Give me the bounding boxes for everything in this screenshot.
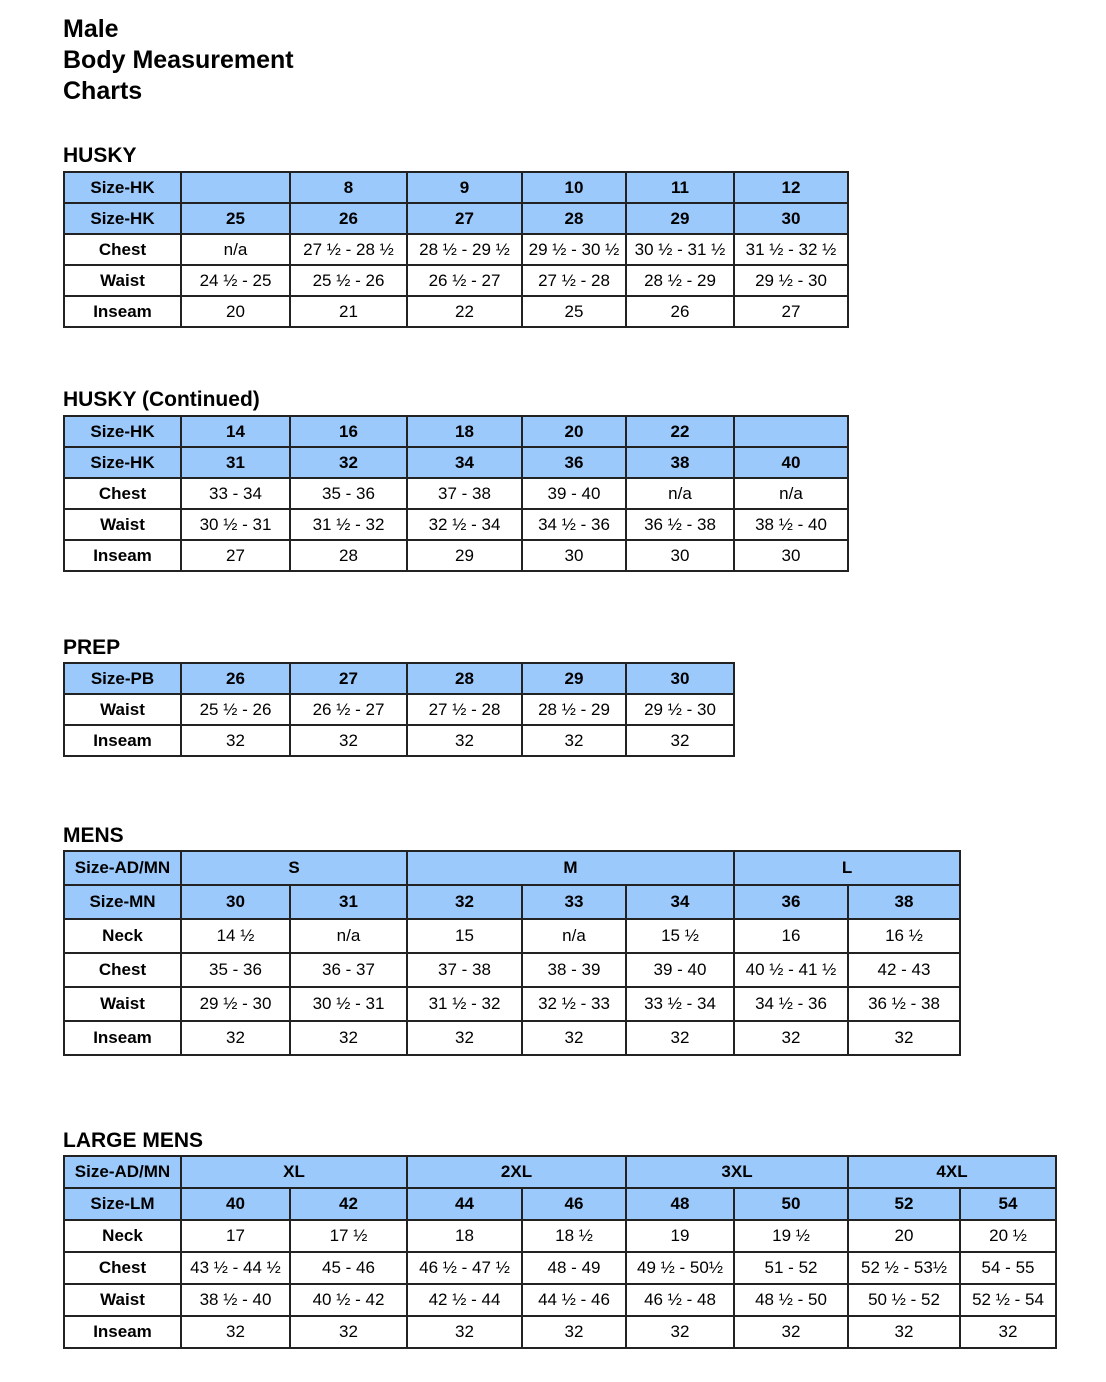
table-cell: 26: [181, 663, 290, 694]
table-row: [64, 509, 848, 540]
table-cell: 30 ½ - 31: [290, 987, 407, 1021]
table-cell: 12: [734, 172, 848, 203]
table-row: [64, 296, 848, 327]
table-cell: 28: [522, 203, 626, 234]
table-cell: 27: [290, 663, 407, 694]
table-cell: 25: [522, 296, 626, 327]
table-cell: 26 ½ - 27: [407, 265, 522, 296]
table-cell: 43 ½ - 44 ½: [181, 1252, 290, 1284]
table-cell: 16: [290, 416, 407, 447]
size-group-header: XL: [181, 1156, 407, 1188]
husky-section-title: HUSKY: [63, 144, 137, 167]
table-cell: 18: [407, 416, 522, 447]
row-header: Size-HK: [64, 172, 181, 203]
table-cell: 40: [181, 1188, 290, 1220]
row-header: Waist: [64, 694, 181, 725]
table-cell: 30: [626, 663, 734, 694]
table-cell: 39 - 40: [626, 953, 734, 987]
table-cell: 16 ½: [848, 919, 960, 953]
table-cell: 51 - 52: [734, 1252, 848, 1284]
table-row: [64, 851, 960, 885]
table-cell: 38: [626, 447, 734, 478]
table-cell: 54 - 55: [960, 1252, 1056, 1284]
table-cell: 32: [626, 1316, 734, 1348]
table-cell: 42: [290, 1188, 407, 1220]
row-header: Inseam: [64, 725, 181, 756]
row-header: Inseam: [64, 1316, 181, 1348]
row-header: Size-AD/MN: [64, 1156, 181, 1188]
table-cell: n/a: [181, 234, 290, 265]
table-row: [64, 203, 848, 234]
table-row: [64, 919, 960, 953]
husky-continued-section-title: HUSKY (Continued): [63, 388, 260, 411]
table-cell: 26: [626, 296, 734, 327]
table-cell: 25 ½ - 26: [290, 265, 407, 296]
table-cell: 27: [407, 203, 522, 234]
table-cell: 44: [407, 1188, 522, 1220]
row-header: Inseam: [64, 540, 181, 571]
table-cell: 27: [734, 296, 848, 327]
table-row: [64, 694, 734, 725]
table-cell: 36 ½ - 38: [626, 509, 734, 540]
table-cell: 37 - 38: [407, 478, 522, 509]
table-cell: 26 ½ - 27: [290, 694, 407, 725]
table-cell: n/a: [290, 919, 407, 953]
table-cell: 32: [290, 725, 407, 756]
row-header: Neck: [64, 919, 181, 953]
table-cell: 34 ½ - 36: [522, 509, 626, 540]
table-cell: 28 ½ - 29: [522, 694, 626, 725]
table-row: [64, 1188, 1056, 1220]
table-cell: 32: [407, 725, 522, 756]
table-cell: 50: [734, 1188, 848, 1220]
table-cell: 38: [848, 885, 960, 919]
row-header: Size-HK: [64, 416, 181, 447]
table-cell: 52 ½ - 54: [960, 1284, 1056, 1316]
row-header: Chest: [64, 234, 181, 265]
table-cell: 45 - 46: [290, 1252, 407, 1284]
table-cell: 46: [522, 1188, 626, 1220]
table-cell: 10: [522, 172, 626, 203]
husky-table: [63, 171, 849, 328]
table-cell: 25 ½ - 26: [181, 694, 290, 725]
row-header: Chest: [64, 478, 181, 509]
table-cell: 32: [848, 1021, 960, 1055]
table-cell: 28: [290, 540, 407, 571]
table-cell: 44 ½ - 46: [522, 1284, 626, 1316]
row-header: Size-PB: [64, 663, 181, 694]
table-cell: 29 ½ - 30 ½: [522, 234, 626, 265]
table-cell: 20 ½: [960, 1220, 1056, 1252]
row-header: Size-HK: [64, 203, 181, 234]
row-header: Size-MN: [64, 885, 181, 919]
table-cell: 27 ½ - 28: [522, 265, 626, 296]
table-cell: 25: [181, 203, 290, 234]
table-cell: 32: [181, 1021, 290, 1055]
table-cell: 48 ½ - 50: [734, 1284, 848, 1316]
table-cell: 36 ½ - 38: [848, 987, 960, 1021]
table-cell: 32: [407, 1021, 522, 1055]
table-cell: 36: [734, 885, 848, 919]
table-cell: 33 - 34: [181, 478, 290, 509]
table-cell: 30: [734, 203, 848, 234]
table-cell: 42 - 43: [848, 953, 960, 987]
table-cell: 24 ½ - 25: [181, 265, 290, 296]
table-cell: 32 ½ - 33: [522, 987, 626, 1021]
table-cell: 19 ½: [734, 1220, 848, 1252]
table-cell: 54: [960, 1188, 1056, 1220]
table-cell: 32: [522, 1316, 626, 1348]
table-cell: 22: [407, 296, 522, 327]
table-cell: 49 ½ - 50½: [626, 1252, 734, 1284]
row-header: Waist: [64, 509, 181, 540]
table-cell: 32: [407, 1316, 522, 1348]
size-group-header: S: [181, 851, 407, 885]
table-cell: 38 ½ - 40: [734, 509, 848, 540]
table-cell: 32: [960, 1316, 1056, 1348]
table-cell: 18: [407, 1220, 522, 1252]
table-cell: 32: [290, 447, 407, 478]
table-cell: 30 ½ - 31 ½: [626, 234, 734, 265]
table-cell: 22: [626, 416, 734, 447]
table-cell: 31: [181, 447, 290, 478]
table-cell: 29: [407, 540, 522, 571]
table-cell: 32: [734, 1021, 848, 1055]
table-row: [64, 987, 960, 1021]
row-header: Size-LM: [64, 1188, 181, 1220]
table-cell: n/a: [522, 919, 626, 953]
table-cell: 30: [522, 540, 626, 571]
table-cell: 48: [626, 1188, 734, 1220]
table-cell: 36: [522, 447, 626, 478]
page-title: [63, 14, 294, 107]
table-cell: 52 ½ - 53½: [848, 1252, 960, 1284]
size-group-header: 4XL: [848, 1156, 1056, 1188]
table-row: [64, 265, 848, 296]
table-row: [64, 1220, 1056, 1252]
size-group-header: L: [734, 851, 960, 885]
table-cell: 46 ½ - 48: [626, 1284, 734, 1316]
table-row: [64, 1156, 1056, 1188]
table-cell: 21: [290, 296, 407, 327]
table-cell: 32: [522, 725, 626, 756]
table-cell: 28: [407, 663, 522, 694]
table-cell: 28 ½ - 29: [626, 265, 734, 296]
large-mens-table: [63, 1155, 1057, 1349]
husky-continued-table: [63, 415, 849, 572]
table-row: [64, 1252, 1056, 1284]
row-header: Size-HK: [64, 447, 181, 478]
table-cell: 52: [848, 1188, 960, 1220]
table-cell: 20: [522, 416, 626, 447]
row-header: Chest: [64, 1252, 181, 1284]
table-cell: 9: [407, 172, 522, 203]
table-cell: 32: [181, 1316, 290, 1348]
table-cell: 38 ½ - 40: [181, 1284, 290, 1316]
table-cell: 26: [290, 203, 407, 234]
table-cell: 32: [626, 725, 734, 756]
table-row: [64, 172, 848, 203]
table-cell: n/a: [734, 478, 848, 509]
table-cell: 30 ½ - 31: [181, 509, 290, 540]
table-row: [64, 1284, 1056, 1316]
table-cell: 30: [626, 540, 734, 571]
table-cell: 46 ½ - 47 ½: [407, 1252, 522, 1284]
table-cell: 32: [181, 725, 290, 756]
table-cell: 32: [290, 1316, 407, 1348]
table-row: [64, 663, 734, 694]
table-cell: 27: [181, 540, 290, 571]
table-cell: 35 - 36: [181, 953, 290, 987]
size-group-header: M: [407, 851, 734, 885]
table-cell: 32: [626, 1021, 734, 1055]
size-group-header: 2XL: [407, 1156, 626, 1188]
mens-table: [63, 850, 961, 1056]
table-cell: 29: [522, 663, 626, 694]
table-cell: 36 - 37: [290, 953, 407, 987]
table-cell: 29 ½ - 30: [181, 987, 290, 1021]
page-title-line: Male: [63, 15, 119, 43]
table-cell: 40: [734, 447, 848, 478]
row-header: Waist: [64, 987, 181, 1021]
table-cell: 32: [734, 1316, 848, 1348]
table-cell: 17 ½: [290, 1220, 407, 1252]
table-cell: 37 - 38: [407, 953, 522, 987]
table-cell: 27 ½ - 28 ½: [290, 234, 407, 265]
table-row: [64, 478, 848, 509]
row-header: Neck: [64, 1220, 181, 1252]
table-row: [64, 447, 848, 478]
prep-table: [63, 662, 735, 757]
row-header: Size-AD/MN: [64, 851, 181, 885]
table-cell: 31 ½ - 32: [290, 509, 407, 540]
table-cell: 40 ½ - 42: [290, 1284, 407, 1316]
table-row: [64, 1021, 960, 1055]
table-cell: 40 ½ - 41 ½: [734, 953, 848, 987]
table-cell: 29 ½ - 30: [626, 694, 734, 725]
table-cell: [734, 416, 848, 447]
table-row: [64, 953, 960, 987]
table-cell: 30: [734, 540, 848, 571]
row-header: Waist: [64, 1284, 181, 1316]
table-cell: 14: [181, 416, 290, 447]
large-mens-section-title: LARGE MENS: [63, 1129, 204, 1152]
table-row: [64, 885, 960, 919]
table-cell: 29 ½ - 30: [734, 265, 848, 296]
table-cell: 31 ½ - 32: [407, 987, 522, 1021]
table-cell: 19: [626, 1220, 734, 1252]
table-cell: 20: [848, 1220, 960, 1252]
table-cell: 16: [734, 919, 848, 953]
table-row: [64, 540, 848, 571]
table-row: [64, 234, 848, 265]
table-cell: 28 ½ - 29 ½: [407, 234, 522, 265]
table-cell: 38 - 39: [522, 953, 626, 987]
table-cell: 20: [181, 296, 290, 327]
table-cell: 32: [407, 885, 522, 919]
table-cell: 33: [522, 885, 626, 919]
page-title-line: Charts: [63, 77, 143, 105]
table-row: [64, 416, 848, 447]
table-cell: 42 ½ - 44: [407, 1284, 522, 1316]
table-cell: 27 ½ - 28: [407, 694, 522, 725]
table-cell: 11: [626, 172, 734, 203]
row-header: Inseam: [64, 1021, 181, 1055]
table-cell: 15: [407, 919, 522, 953]
size-group-header: 3XL: [626, 1156, 848, 1188]
table-cell: 48 - 49: [522, 1252, 626, 1284]
page-title-line: Body Measurement: [63, 46, 294, 74]
table-cell: 50 ½ - 52: [848, 1284, 960, 1316]
row-header: Chest: [64, 953, 181, 987]
table-cell: [181, 172, 290, 203]
table-cell: 32 ½ - 34: [407, 509, 522, 540]
table-row: [64, 1316, 1056, 1348]
table-cell: 35 - 36: [290, 478, 407, 509]
table-cell: 32: [522, 1021, 626, 1055]
table-cell: 39 - 40: [522, 478, 626, 509]
table-cell: 18 ½: [522, 1220, 626, 1252]
table-cell: 31 ½ - 32 ½: [734, 234, 848, 265]
table-cell: 8: [290, 172, 407, 203]
table-cell: 34: [626, 885, 734, 919]
table-cell: 14 ½: [181, 919, 290, 953]
table-cell: 32: [290, 1021, 407, 1055]
table-cell: 34: [407, 447, 522, 478]
table-row: [64, 725, 734, 756]
table-cell: n/a: [626, 478, 734, 509]
row-header: Inseam: [64, 296, 181, 327]
table-cell: 32: [848, 1316, 960, 1348]
mens-section-title: MENS: [63, 824, 124, 847]
table-cell: 30: [181, 885, 290, 919]
table-cell: 34 ½ - 36: [734, 987, 848, 1021]
table-cell: 33 ½ - 34: [626, 987, 734, 1021]
table-cell: 31: [290, 885, 407, 919]
row-header: Waist: [64, 265, 181, 296]
table-cell: 17: [181, 1220, 290, 1252]
table-cell: 15 ½: [626, 919, 734, 953]
table-cell: 29: [626, 203, 734, 234]
prep-section-title: PREP: [63, 636, 121, 659]
